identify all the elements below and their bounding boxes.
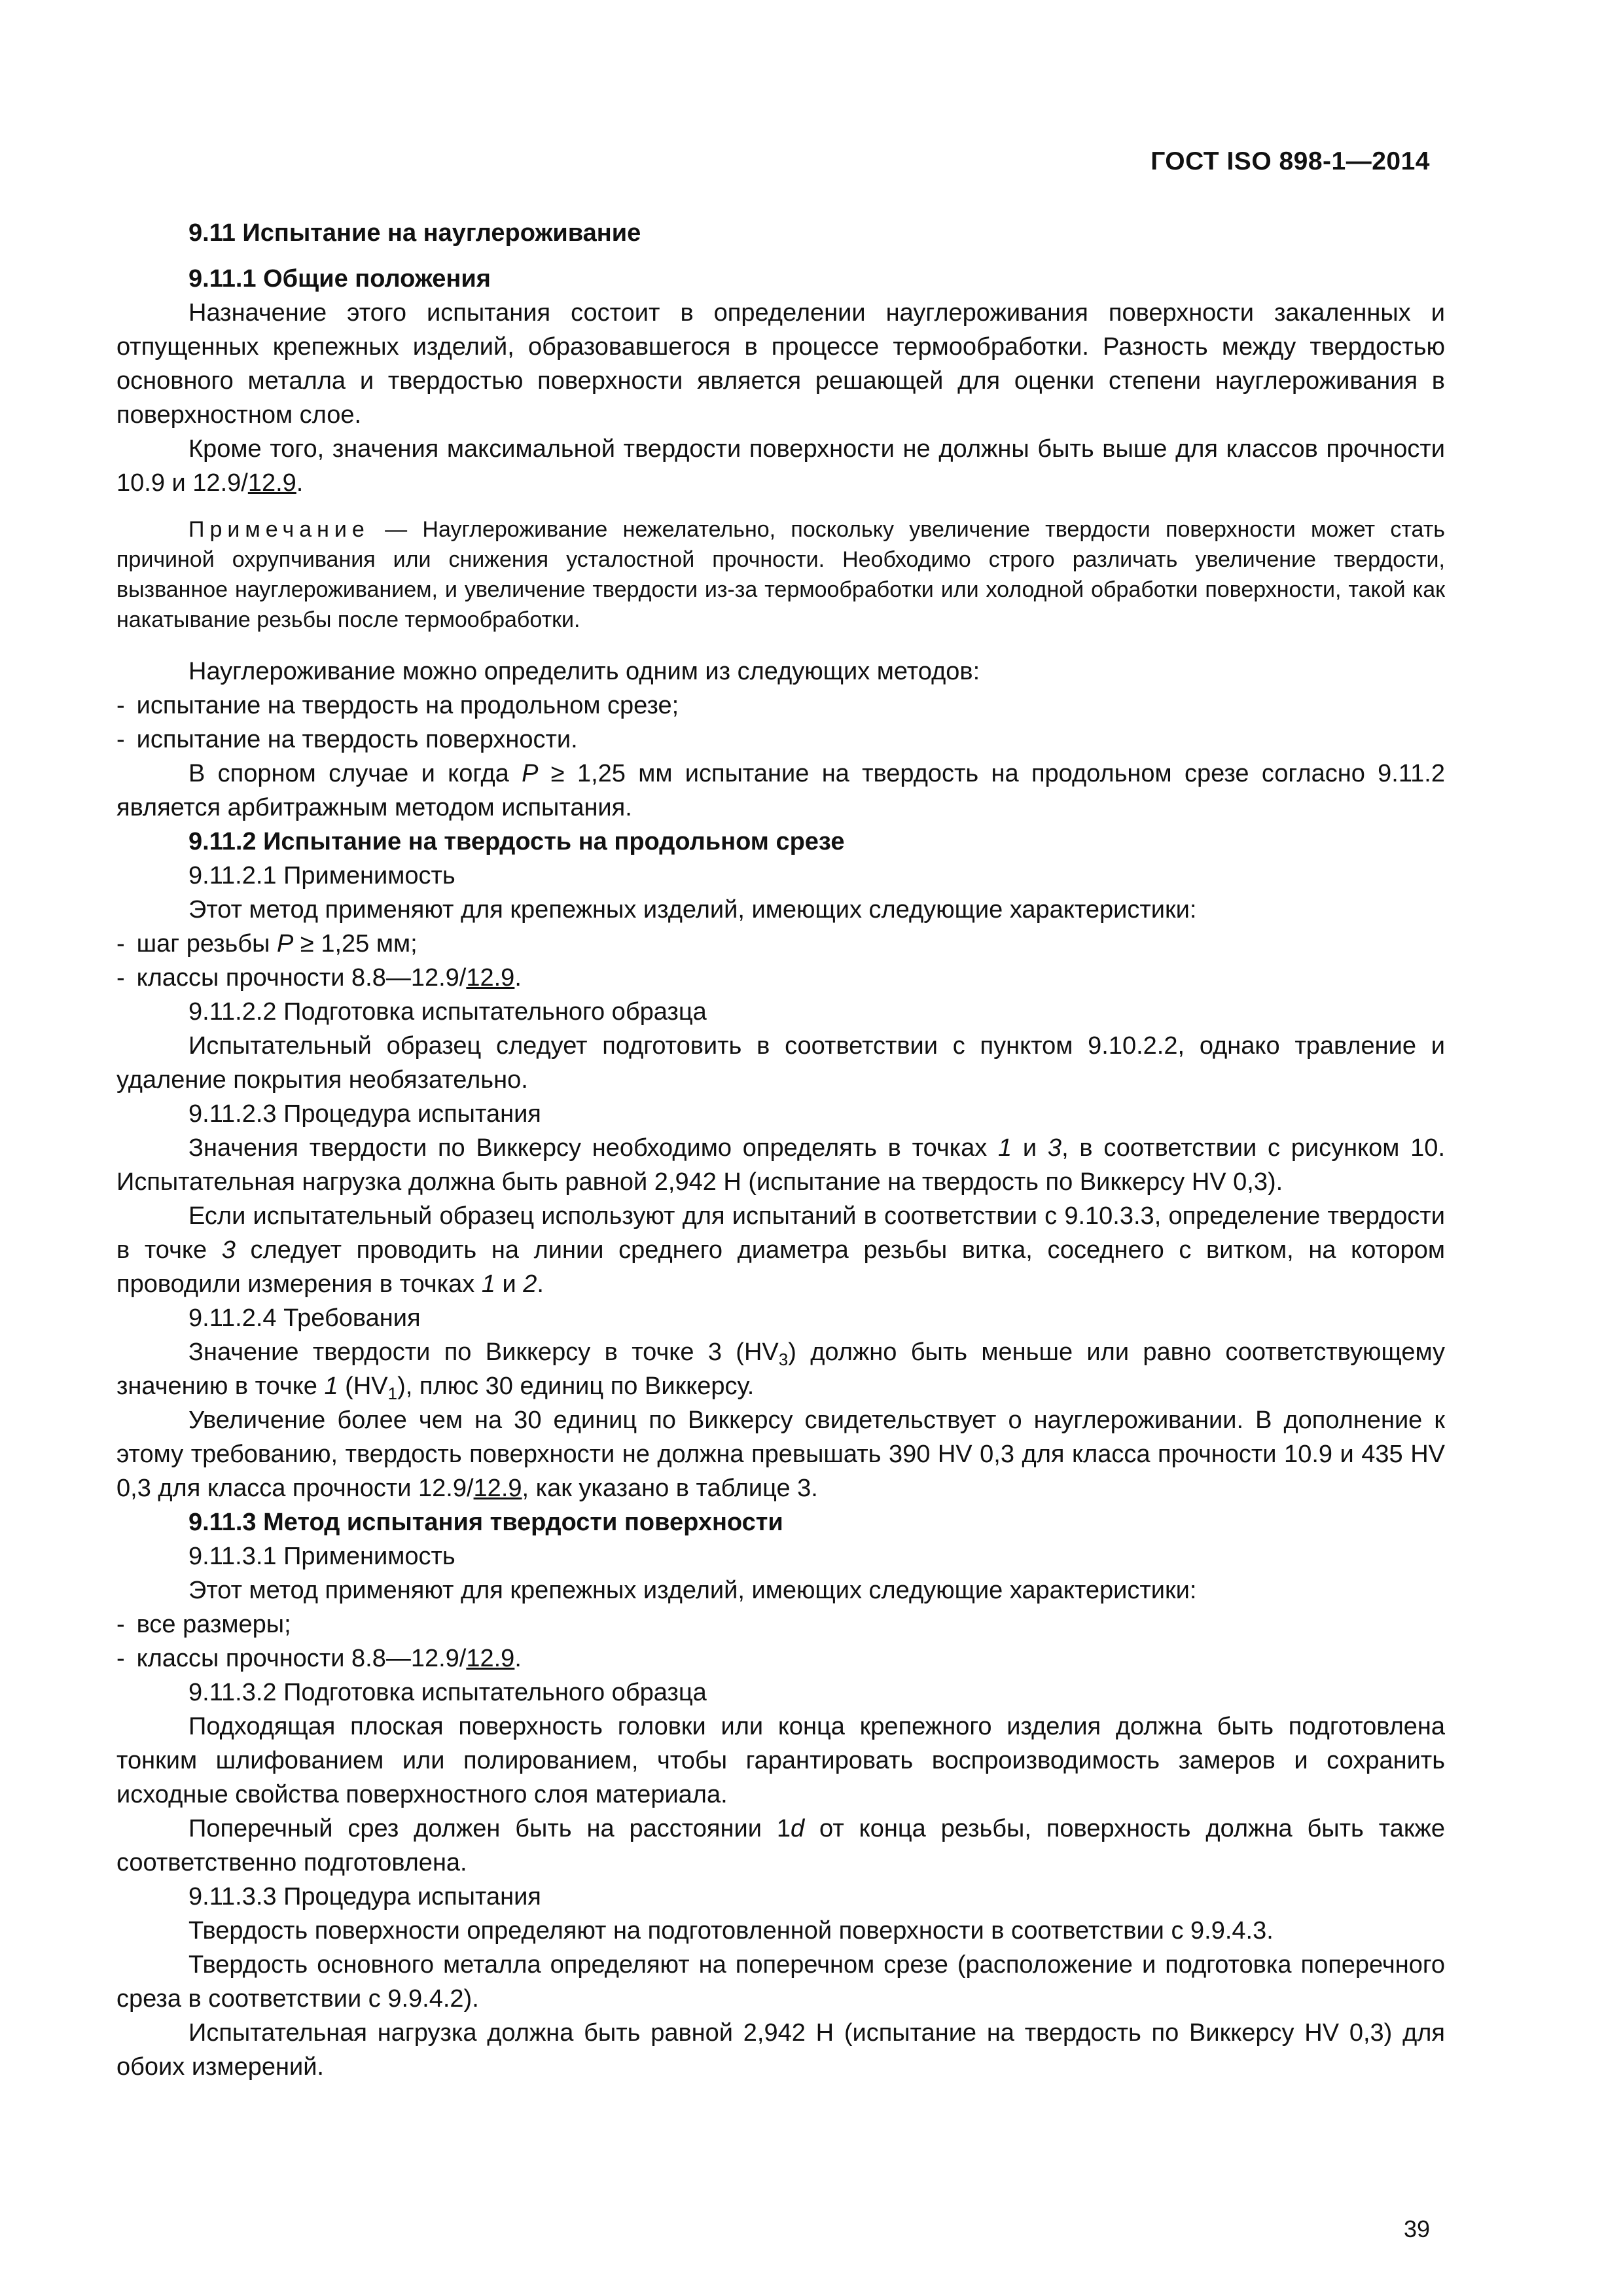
paragraph: Значения твердости по Виккерсу необходимо определять в точках 1 и 3, в соответствии с рисунком 10. Испытательная нагрузка должна быть равной 2,942 Н (испытание на твердость по Виккерсу HV 0,3). <box>116 1134 1445 1196</box>
subsection-title: 9.11.2.3 Процедура испытания <box>188 1100 541 1128</box>
paragraph: Увеличение более чем на 30 единиц по Виккерсу свидетельствует о науглероживании. В дополнение к этому требованию, твердость поверхности не должна превышать 390 HV 0,3 для класса прочности 10.9 и 435 HV 0,3 для класса прочности 12.9/12.9, как указано в таблице 3. <box>116 1407 1445 1502</box>
note: Примечание — Науглероживание нежелательно, поскольку увеличение твердости поверхности может стать причиной охрупчивания или снижения усталостной прочности. Необходимо строго различать увеличение твердости, вызванное науглероживанием, и увеличение твердости из-за термообработки или холодной обработки поверхности, такой как накатывание резьбы после термообработки. <box>116 517 1445 632</box>
list-item: - испытание на твердость на продольном срезе; <box>116 692 679 719</box>
paragraph: Этот метод применяют для крепежных изделий, имеющих следующие характеристики: <box>188 896 1197 924</box>
paragraph: Этот метод применяют для крепежных изделий, имеющих следующие характеристики: <box>188 1577 1197 1604</box>
paragraph: Поперечный срез должен быть на расстоянии 1d от конца резьбы, поверхность должна быть также соответственно подготовлена. <box>116 1815 1445 1876</box>
document-code: ГОСТ ISO 898-1—2014 <box>1150 147 1430 175</box>
paragraph: Кроме того, значения максимальной твердости поверхности не должны быть выше для классов прочности 10.9 и 12.9/12.9. <box>116 435 1445 497</box>
paragraph: Испытательная нагрузка должна быть равной 2,942 Н (испытание на твердость по Виккерсу HV 0,3) для обоих измерений. <box>116 2019 1445 2081</box>
paragraph: Науглероживание можно определить одним из следующих методов: <box>188 658 980 685</box>
section-9-11-1-title: 9.11.1 Общие положения <box>188 265 491 293</box>
list-item: - классы прочности 8.8—12.9/12.9. <box>116 964 522 992</box>
paragraph: Подходящая плоская поверхность головки или конца крепежного изделия должна быть подготовлена тонким шлифованием или полированием, чтобы гарантировать воспроизводимость замеров и сохранить исходные свойства поверхностного слоя материала. <box>116 1713 1445 1808</box>
paragraph: Значение твердости по Виккерсу в точке 3 $(HV_3)$ должно быть меньше или равно соответствующему значению в точке 1 $(HV_1)$, плюс 30 единиц по Виккерсу. <box>116 1338 1446 1403</box>
section-9-11-2-title: 9.11.2 Испытание на твердость на продольном срезе <box>188 828 845 855</box>
list-item: - классы прочности 8.8—12.9/12.9. <box>116 1645 522 1672</box>
list-item: - испытание на твердость поверхности. <box>116 726 578 753</box>
subsection-title: 9.11.2.2 Подготовка испытательного образца <box>188 998 707 1026</box>
subsection-title: 9.11.2.1 Применимость <box>188 862 455 889</box>
section-9-11-title: 9.11 Испытание на науглероживание <box>188 219 641 247</box>
paragraph: Твердость поверхности определяют на подготовленной поверхности в соответствии с 9.9.4.3. <box>188 1917 1274 1945</box>
note-label: Примечание <box>188 517 370 542</box>
paragraph: Назначение этого испытания состоит в определении науглероживания поверхности закаленных и отпущенных крепежных изделий, образовавшегося в процессе термообработки. Разность между твердостью основного металла и твердостью поверхности является решающей для оценки степени науглероживания в поверхностном слое. <box>116 299 1445 429</box>
list-item: - шаг резьбы P ≥ 1,25 мм; <box>116 930 418 958</box>
subsection-title: 9.11.2.4 Требования <box>188 1304 421 1332</box>
paragraph: Твердость основного металла определяют на поперечном срезе (расположение и подготовка поперечного среза в соответствии с 9.9.4.2). <box>116 1951 1445 2013</box>
paragraph: Если испытательный образец используют для испытаний в соответствии с 9.10.3.3, определение твердости в точке 3 следует проводить на линии среднего диаметра резьбы витка, соседнего с витком, на котором проводили измерения в точках 1 и 2. <box>116 1202 1446 1298</box>
subsection-title: 9.11.3.1 Применимость <box>188 1543 455 1570</box>
paragraph: В спорном случае и когда P ≥ 1,25 мм испытание на твердость на продольном срезе согласно 9.11.2 является арбитражным методом испытания. <box>116 760 1445 821</box>
page-content <box>116 216 1445 2084</box>
page-number: 39 <box>1403 2215 1430 2242</box>
paragraph: Испытательный образец следует подготовить в соответствии с пунктом 9.10.2.2, однако травление и удаление покрытия необязательно. <box>116 1032 1445 1094</box>
subsection-title: 9.11.3.3 Процедура испытания <box>188 1883 541 1910</box>
list-item: - все размеры; <box>116 1611 291 1638</box>
subsection-title: 9.11.3.2 Подготовка испытательного образца <box>188 1679 707 1706</box>
section-9-11-3-title: 9.11.3 Метод испытания твердости поверхности <box>188 1509 783 1536</box>
